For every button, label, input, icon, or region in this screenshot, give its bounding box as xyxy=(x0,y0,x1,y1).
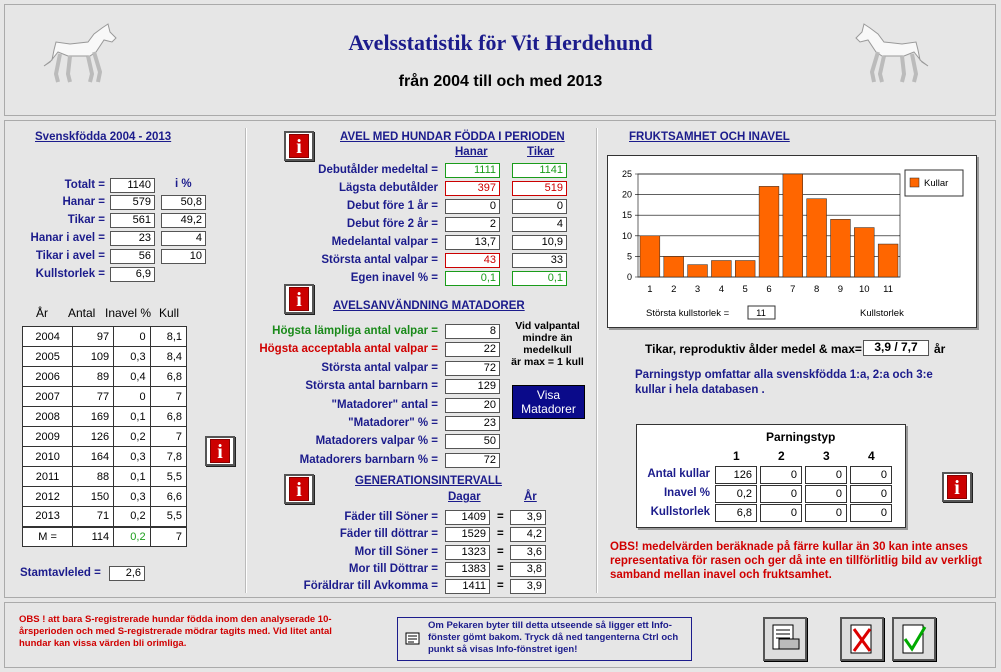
table-row xyxy=(23,507,187,527)
table-cell: 71 xyxy=(73,507,114,527)
avel-value-hanar: 0 xyxy=(445,199,500,214)
table-row xyxy=(23,467,187,487)
info-icon: i xyxy=(289,134,309,158)
table-cell: M = xyxy=(23,527,73,547)
table-row xyxy=(23,427,187,447)
year-table xyxy=(22,326,187,547)
table-cell: 7 xyxy=(150,427,186,447)
parning-cell: 126 xyxy=(715,466,757,484)
value-hanar: 579 xyxy=(110,195,155,210)
table-row xyxy=(23,327,187,347)
avel-label: Debutålder medeltal = xyxy=(318,164,438,176)
matador-label: Högsta acceptabla antal valpar = xyxy=(259,343,438,356)
note-line: medelkull xyxy=(523,344,572,356)
pct-header: i % xyxy=(175,178,192,190)
value-tikar-i-avel: 56 xyxy=(110,249,155,264)
check-icon xyxy=(894,619,934,659)
gen-eq: = xyxy=(497,545,504,558)
info-icon: i xyxy=(289,477,309,501)
table-cell: 0,3 xyxy=(114,487,150,507)
table-row xyxy=(23,407,187,427)
matador-value: 72 xyxy=(445,453,500,468)
table-cell: 89 xyxy=(73,367,114,387)
bar xyxy=(831,219,851,277)
section-title-avel: AVEL MED HUNDAR FÖDDA I PERIODEN xyxy=(340,131,565,143)
cursor-info-icon xyxy=(405,630,421,646)
label-hanar-i-avel: Hanar i avel = xyxy=(30,232,105,244)
section-title-frukt: FRUKTSAMHET OCH INAVEL xyxy=(629,131,790,143)
close-button[interactable] xyxy=(840,617,884,661)
table-cell: 0,3 xyxy=(114,347,150,367)
col-dagar: Dagar xyxy=(448,491,481,503)
table-row xyxy=(23,447,187,467)
ok-button[interactable] xyxy=(892,617,936,661)
x-tick-label: 8 xyxy=(813,284,820,295)
y-tick-label: 5 xyxy=(626,251,632,262)
table-cell: 2008 xyxy=(23,407,73,427)
parning-col-header: 1 xyxy=(733,449,740,463)
y-tick-label: 25 xyxy=(621,169,632,179)
value-tikar-i-avel-pct: 10 xyxy=(161,249,206,264)
info-button-left[interactable] xyxy=(205,436,235,466)
avel-value-hanar: 1111 xyxy=(445,163,500,178)
bar xyxy=(854,228,874,277)
avel-value-tikar: 10,9 xyxy=(512,235,567,250)
col-header-ar: År xyxy=(36,306,48,320)
page-title: Avelsstatistik för Vit Herdehund xyxy=(348,30,653,55)
avel-label: Debut före 2 år = xyxy=(346,218,438,230)
button-line: Matadorer xyxy=(521,402,576,416)
col-header-inavel: Inavel % xyxy=(105,306,152,320)
value-repro: 3,9 / 7,7 xyxy=(863,340,929,356)
table-cell: 6,6 xyxy=(150,487,186,507)
gen-eq: = xyxy=(497,528,504,541)
table-cell: 6,8 xyxy=(150,407,186,427)
bar xyxy=(640,236,660,277)
table-cell: 0 xyxy=(114,387,150,407)
parning-col-header: 2 xyxy=(778,449,785,463)
table-cell: 2009 xyxy=(23,427,73,447)
chart-svg xyxy=(608,156,978,329)
avel-label: Största antal valpar = xyxy=(321,254,438,266)
col-header-kull: Kull xyxy=(159,306,180,320)
legend-label: Kullar xyxy=(924,178,949,189)
table-cell: 114 xyxy=(73,527,114,547)
x-tick-label: 2 xyxy=(671,284,677,295)
value-hanar-pct: 50,8 xyxy=(161,195,206,210)
gen-label: Mor till Döttrar = xyxy=(348,562,438,575)
y-tick-label: 0 xyxy=(626,272,632,282)
x-tick-label: 7 xyxy=(790,284,796,295)
visa-matadorer-button[interactable] xyxy=(512,385,585,419)
avel-value-hanar: 2 xyxy=(445,217,500,232)
label-tikar: Tikar = xyxy=(67,214,105,226)
legend-swatch xyxy=(910,178,919,187)
avel-value-hanar: 0,1 xyxy=(445,271,500,286)
x-tick-label: 4 xyxy=(718,284,725,295)
value-tikar: 561 xyxy=(110,213,155,228)
bar xyxy=(688,265,708,277)
table-cell: 2006 xyxy=(23,367,73,387)
parning-cell: 6,8 xyxy=(715,504,757,522)
parning-cell: 0 xyxy=(850,504,892,522)
fruktsamhet-chart xyxy=(607,155,977,328)
table-cell: 77 xyxy=(73,387,114,407)
gen-value-dagar: 1409 xyxy=(445,510,490,525)
parning-note: Parningstyp omfattar alla svenskfödda 1:a, 2:a och 3:e kullar i hela databasen . xyxy=(635,369,933,396)
kull-value: 11 xyxy=(756,308,766,319)
gen-value-dagar: 1323 xyxy=(445,545,490,560)
label-totalt: Totalt = xyxy=(64,179,105,191)
divider-right xyxy=(596,128,598,593)
table-cell: 8,4 xyxy=(150,347,186,367)
print-button[interactable] xyxy=(763,617,807,661)
matador-value: 23 xyxy=(445,416,500,431)
matador-label: Matadorers barnbarn % = xyxy=(299,453,438,466)
section-title-gen: GENERATIONSINTERVALL xyxy=(355,475,502,487)
kull-label: Största kullstorlek = xyxy=(646,308,730,319)
value-tikar-pct: 49,2 xyxy=(161,213,206,228)
value-hanar-i-avel-pct: 4 xyxy=(161,231,206,246)
gen-value-ar: 3,8 xyxy=(510,562,546,577)
label-hanar: Hanar = xyxy=(62,196,105,208)
matador-label: Matadorers valpar % = xyxy=(315,435,438,448)
gen-label: Föräldrar till Avkomma = xyxy=(303,580,438,593)
gen-value-dagar: 1411 xyxy=(445,579,490,594)
table-cell: 0,1 xyxy=(114,467,150,487)
table-cell: 88 xyxy=(73,467,114,487)
gen-eq: = xyxy=(497,511,504,523)
button-line: Visa xyxy=(536,388,561,402)
footer-obs: OBS ! att bara S-registrerade hundar födda inom den analyserade 10-årsperioden och med S-registrerade mödrar tagits med. Vid litet antal hundar kan vissa värden bli orimliga. xyxy=(19,614,332,649)
value-kullstorlek: 6,9 xyxy=(110,267,155,282)
table-row xyxy=(23,367,187,387)
table-cell: 150 xyxy=(73,487,114,507)
bar xyxy=(807,199,827,277)
label-repro: Tikar, reproduktiv ålder medel & max= xyxy=(645,342,862,356)
table-cell: 7 xyxy=(150,527,186,547)
matador-value: 50 xyxy=(445,434,500,449)
info-icon: i xyxy=(947,475,967,499)
matador-label: Högsta lämpliga antal valpar = xyxy=(272,325,438,337)
avel-value-tikar: 0 xyxy=(512,199,567,214)
page-subtitle: från 2004 till och med 2013 xyxy=(398,73,603,90)
parning-cell: 0 xyxy=(850,485,892,503)
table-cell: 2012 xyxy=(23,487,73,507)
table-cell: 126 xyxy=(73,427,114,447)
avel-value-tikar: 0,1 xyxy=(512,271,567,286)
matador-label: Största antal barnbarn = xyxy=(305,380,438,393)
info-button-matador[interactable] xyxy=(284,284,314,314)
parning-title: Parningstyp xyxy=(766,430,836,444)
parning-cell: 0 xyxy=(760,466,802,484)
avel-value-tikar: 4 xyxy=(512,217,567,232)
table-cell: 0,2 xyxy=(114,507,150,527)
value-totalt: 1140 xyxy=(110,178,155,193)
table-cell: 0,3 xyxy=(114,447,150,467)
table-cell: 2005 xyxy=(23,347,73,367)
note-line: mindre än xyxy=(522,332,573,344)
avel-label: Medelantal valpar = xyxy=(331,236,438,248)
gen-label: Fäder till Söner = xyxy=(344,511,438,523)
table-cell: 2013 xyxy=(23,507,73,527)
matador-value: 8 xyxy=(445,324,500,339)
note-line: Vid valpantal xyxy=(515,320,580,332)
x-tick-label: 6 xyxy=(766,284,772,295)
parning-cell: 0,2 xyxy=(715,485,757,503)
label-kullstorlek: Kullstorlek = xyxy=(35,268,105,280)
gen-value-dagar: 1529 xyxy=(445,527,490,542)
parning-col-header: 3 xyxy=(823,449,830,463)
y-tick-label: 15 xyxy=(621,210,632,221)
parning-cell: 0 xyxy=(850,466,892,484)
gen-value-ar: 3,9 xyxy=(510,579,546,594)
table-cell: 8,1 xyxy=(150,327,186,347)
section-title-svenskfodda: Svenskfödda 2004 - 2013 xyxy=(35,131,172,143)
matador-value: 129 xyxy=(445,379,500,394)
bar xyxy=(783,174,803,277)
avel-label: Debut före 1 år = xyxy=(346,200,438,212)
table-row xyxy=(23,387,187,407)
matador-label: Största antal valpar = xyxy=(321,361,438,374)
col-ar: År xyxy=(524,491,537,503)
avel-value-tikar: 519 xyxy=(512,181,567,196)
table-cell: 5,5 xyxy=(150,467,186,487)
info-button-gen[interactable] xyxy=(284,474,314,504)
bar xyxy=(878,244,898,277)
value-stamtavleled: 2,6 xyxy=(109,566,145,581)
parning-row-label: Antal kullar xyxy=(647,468,710,480)
table-cell: 2007 xyxy=(23,387,73,407)
matador-label: "Matadorer" antal = xyxy=(331,398,438,411)
info-button-right[interactable] xyxy=(942,472,972,502)
bar xyxy=(711,261,731,277)
table-cell: 109 xyxy=(73,347,114,367)
table-row xyxy=(23,487,187,507)
avel-label: Egen inavel % = xyxy=(350,272,438,284)
table-cell: 0,2 xyxy=(114,527,150,547)
parning-cell: 0 xyxy=(805,485,847,503)
section-title-matador: AVELSANVÄNDNING MATADORER xyxy=(333,300,525,312)
avel-value-hanar: 43 xyxy=(445,253,500,268)
note-line: är max = 1 kull xyxy=(511,356,584,368)
table-cell: 0,2 xyxy=(114,427,150,447)
table-cell: 164 xyxy=(73,447,114,467)
table-cell: 2010 xyxy=(23,447,73,467)
divider-left xyxy=(245,128,247,593)
x-tick-label: 3 xyxy=(694,284,701,295)
gen-eq: = xyxy=(497,580,504,593)
table-cell: 0,1 xyxy=(114,407,150,427)
matador-label: "Matadorer" % = xyxy=(348,417,438,429)
bar xyxy=(664,256,684,277)
repro-unit: år xyxy=(934,342,946,356)
avel-value-hanar: 397 xyxy=(445,181,500,196)
col-header-antal: Antal xyxy=(68,306,96,320)
y-tick-label: 20 xyxy=(621,189,632,200)
table-cell: 2011 xyxy=(23,467,73,487)
x-tick-label: 10 xyxy=(858,284,870,295)
gen-value-dagar: 1383 xyxy=(445,562,490,577)
table-cell: 0 xyxy=(114,327,150,347)
obs-medelvarden: OBS! medelvärden beräknade på färre kullar än 30 kan inte anses representativa för rasen och ger då inte en tillförlitlig bild av verkligt samband mellan inavel och fruktsamhet. xyxy=(610,541,982,581)
parning-row-label: Inavel % xyxy=(663,487,710,499)
parning-cell: 0 xyxy=(805,504,847,522)
parning-cell: 0 xyxy=(760,504,802,522)
parning-cell: 0 xyxy=(760,485,802,503)
x-axis-label: Kullstorlek xyxy=(860,308,904,319)
table-cell: 7,8 xyxy=(150,447,186,467)
parning-col-header: 4 xyxy=(868,449,875,463)
table-cell: 2004 xyxy=(23,327,73,347)
bar xyxy=(759,186,779,277)
avel-label: Lägsta debutålder xyxy=(338,182,438,194)
table-row xyxy=(23,347,187,367)
info-button-avel[interactable] xyxy=(284,131,314,161)
matador-value: 22 xyxy=(445,342,500,357)
parning-cell: 0 xyxy=(805,466,847,484)
col-hanar: Hanar xyxy=(455,146,488,158)
table-cell: 6,8 xyxy=(150,367,186,387)
gen-label: Fäder till döttrar = xyxy=(339,528,438,541)
avel-value-tikar: 1141 xyxy=(512,163,567,178)
parning-row-label: Kullstorlek xyxy=(650,506,710,518)
y-tick-label: 10 xyxy=(621,230,632,241)
x-tick-label: 11 xyxy=(883,284,894,295)
info-text: Om Pekaren byter till detta utseende så ligger ett Info-fönster gömt bakom. Tryck då ned tangenterna Ctrl och punkt så visas Info-fönstret igen! xyxy=(428,620,679,655)
info-icon: i xyxy=(289,287,309,311)
x-tick-label: 1 xyxy=(647,284,653,295)
table-cell: 5,5 xyxy=(150,507,186,527)
info-icon: i xyxy=(210,439,230,463)
gen-value-ar: 3,9 xyxy=(510,510,546,525)
table-row-mean xyxy=(23,527,187,547)
table-cell: 169 xyxy=(73,407,114,427)
matador-note xyxy=(505,320,590,368)
avel-value-hanar: 13,7 xyxy=(445,235,500,250)
col-tikar: Tikar xyxy=(527,146,555,158)
table-cell: 97 xyxy=(73,327,114,347)
gen-eq: = xyxy=(497,562,504,575)
gen-value-ar: 3,6 xyxy=(510,545,546,560)
close-icon xyxy=(842,619,882,659)
bar xyxy=(735,261,755,277)
avel-value-tikar: 33 xyxy=(512,253,567,268)
label-stamtavleled: Stamtavleled = xyxy=(20,567,101,579)
matador-value: 72 xyxy=(445,361,500,376)
print-icon xyxy=(765,619,805,659)
table-cell: 7 xyxy=(150,387,186,407)
x-tick-label: 9 xyxy=(837,284,844,295)
header-panel xyxy=(4,4,996,116)
label-tikar-i-avel: Tikar i avel = xyxy=(35,250,105,262)
gen-label: Mor till Söner = xyxy=(354,545,438,558)
gen-value-ar: 4,2 xyxy=(510,527,546,542)
value-hanar-i-avel: 23 xyxy=(110,231,155,246)
matador-value: 20 xyxy=(445,398,500,413)
table-cell: 0,4 xyxy=(114,367,150,387)
x-tick-label: 5 xyxy=(742,284,748,295)
